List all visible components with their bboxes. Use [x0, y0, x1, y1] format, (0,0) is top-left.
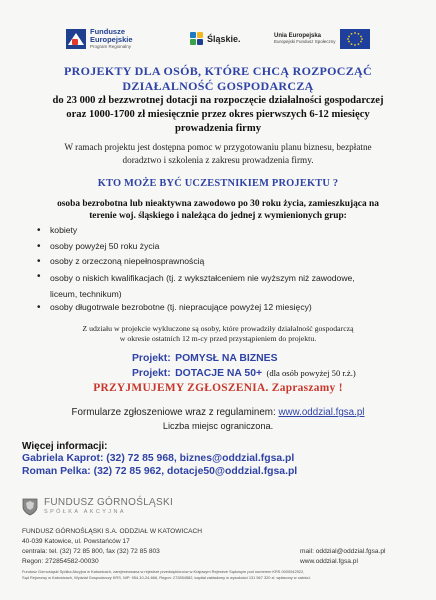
eligibility-line2: terenie woj. śląskiego i należąca do jednej z wymienionych grup: [89, 211, 347, 221]
footer-legal-line1: Fundusz Górnośląski Spółka Akcyjna w Katowicach, zarejestrowana w rejestrze przedsiębiorców w Krajowym Rejestrze Sądowym pod numerem KRS 0000042922, [22, 569, 305, 574]
more-info-heading: Więcej informacji: [22, 441, 108, 452]
headline-line5: prowadzenia firmy [174, 123, 262, 134]
groups-list-last [36, 300, 312, 316]
project-dotacje [132, 363, 356, 381]
list-item: • osoby o niskich kwalifikacjach (tj. z wykształceniem nie wyższym niż zawodowe, [36, 270, 355, 285]
fe-flag-icon [66, 29, 86, 49]
fg-brand-name: FUNDUSZ GÓRNOŚLĄSKI [44, 497, 174, 508]
slaskie-logo-text: Śląskie. [207, 34, 241, 44]
footer-legal-line2: Sąd Rejonowy w Katowicach, Wydział Gospodarczy KRS, NIP: 954-10-24-666, Regon: 272854582, kapitał zakładowy w wysokości 131 567 320 zł. wpłacony w całości. [22, 575, 311, 580]
intro-line1: W ramach projektu jest dostępna pomoc w przygotowaniu planu biznesu, bezpłatne [64, 142, 372, 152]
eu-logo-line1: Unia Europejska [274, 33, 322, 40]
footer-phone: centrala: tel. (32) 72 85 800, fax (32) 72 85 803 [22, 548, 160, 555]
coat-of-arms-icon [22, 498, 38, 516]
eligibility-line1: osoba bezrobotna lub nieaktywna zawodowo po 30 roku życia, zamieszkująca na [57, 199, 379, 209]
list-item: • osoby powyżej 50 roku życia [36, 239, 355, 255]
exclusion-line2: w okresie ostatnich 12 m-cy przed przystąpieniem do projektu. [119, 334, 317, 343]
headline-line1: PROJEKTY DLA OSÓB, KTÓRE CHCĄ ROZPOCZĄĆ [64, 64, 372, 78]
contact-pelka[interactable]: Roman Pelka: (32) 72 85 962, dotacje50@oddzial.fgsa.pl [22, 466, 298, 477]
footer-email[interactable]: mail: oddzial@oddzial.fgsa.pl [300, 548, 386, 555]
fe-logo-line1: Fundusze [90, 27, 125, 37]
eu-logo [274, 20, 370, 58]
list-item-continuation: liceum, technikum) [50, 289, 122, 299]
forms-link[interactable]: www.oddzial.fgsa.pl [278, 407, 365, 418]
intro-line2: doradztwo i szkolenia z zakresu prowadzenia firmy. [122, 155, 314, 165]
fe-logo-line3: Program Regionalny [90, 44, 132, 50]
footer-street: 40-039 Katowice, ul. Powstańców 17 [22, 538, 130, 545]
list-item: • osoby z orzeczoną niepełnosprawnością [36, 254, 355, 270]
fg-brand-sub: SPÓŁKA AKCYJNA [44, 509, 126, 515]
project-label: Projekt: [132, 368, 171, 379]
footer-regon: Regon: 272854582-00030 [22, 558, 99, 565]
project-note: (dla osób powyżej 50 r.ż.) [266, 368, 356, 378]
list-item: • osoby długotrwale bezrobotne (tj. niepracujące powyżej 12 miesięcy) [36, 300, 312, 316]
eu-logo-line2: Europejski Fundusz Społeczny [274, 38, 336, 44]
fundusz-gornoslaski-logo [22, 498, 173, 516]
forms-text: Formularze zgłoszeniowe wraz z regulaminem: [71, 407, 276, 418]
logo-bar [52, 20, 397, 58]
forms-line [0, 407, 436, 418]
accepting-applications: PRZYJMUJEMY ZGŁOSZENIA. Zapraszamy ! [93, 382, 343, 394]
project-label: Projekt: [132, 353, 171, 364]
list-item: • kobiety [36, 223, 355, 239]
fundusze-europejskie-logo [66, 20, 133, 58]
footer-org: FUNDUSZ GÓRNOŚLĄSKI S.A. ODDZIAŁ W KATOWICACH [22, 528, 203, 535]
footer-www[interactable]: www.oddzial.fgsa.pl [300, 558, 358, 565]
slaskie-logo [190, 20, 241, 58]
fe-logo-line2: Europejskie [90, 34, 133, 44]
project-name: POMYSŁ NA BIZNES [175, 353, 278, 364]
contact-kaprot[interactable]: Gabriela Kaprot: (32) 72 85 968, biznes@oddzial.fgsa.pl [22, 453, 295, 464]
groups-list [36, 223, 355, 285]
eligibility-heading: KTO MOŻE BYĆ UCZESTNIKIEM PROJEKTU ? [97, 178, 339, 189]
exclusion-line1: Z udziału w projekcie wykluczone są osoby, które prowadziły działalność gospodarczą [82, 324, 354, 333]
places-limited: Liczba miejsc ograniczona. [162, 421, 274, 431]
headline-line2: DZIAŁALNOŚĆ GOSPODARCZĄ [122, 79, 314, 93]
headline-line3: do 23 000 zł bezzwrotnej dotacji na rozpoczęcie działalności gospodarczej [52, 95, 384, 106]
eu-flag-icon [340, 29, 370, 49]
headline-line4: oraz 1000-1700 zł miesięcznie przez okres pierwszych 6-12 miesięcy [66, 109, 370, 120]
project-name: DOTACJE NA 50+ [175, 368, 263, 379]
slaskie-mark-icon [190, 32, 204, 46]
